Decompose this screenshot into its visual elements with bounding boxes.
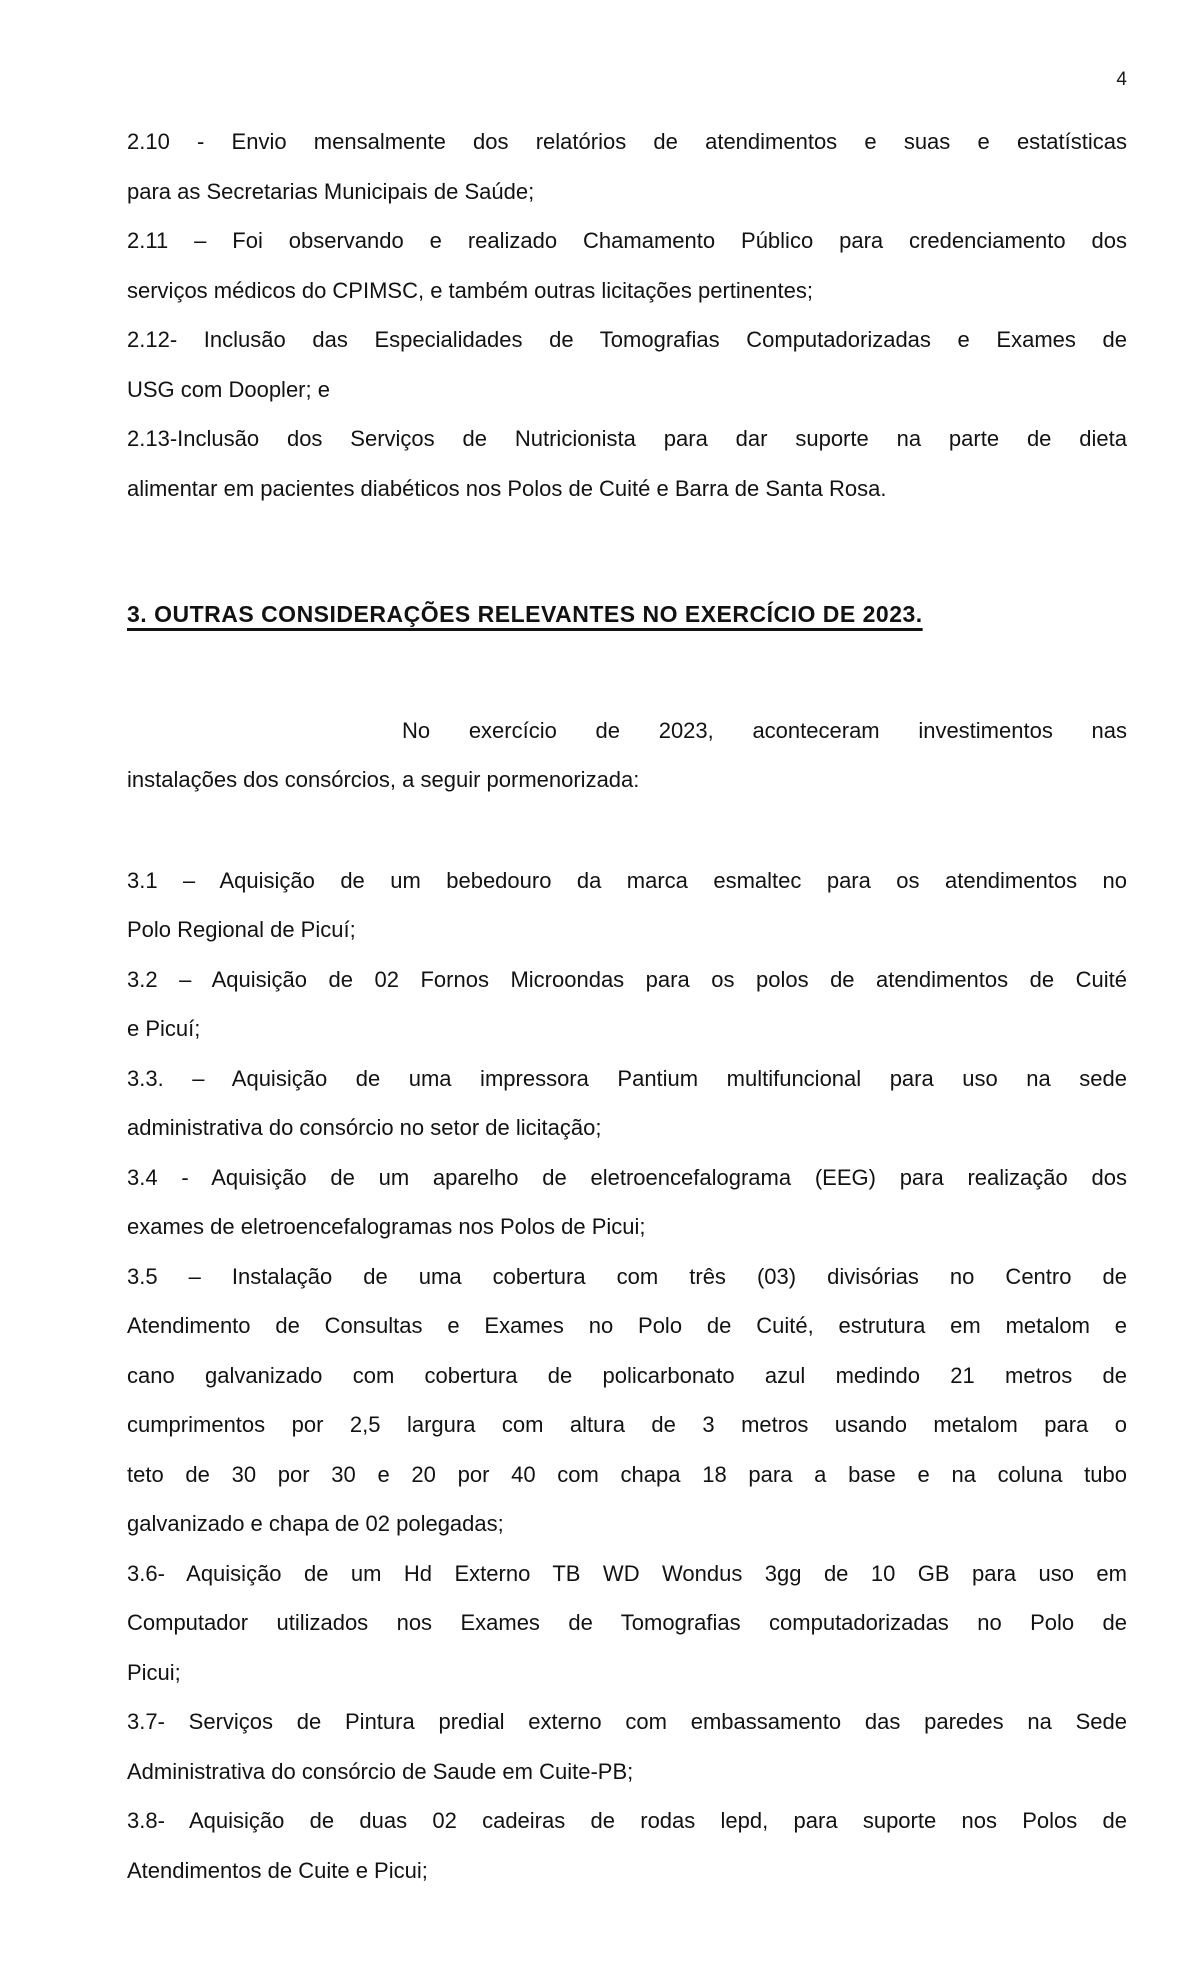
text-line: 3.7- Serviços de Pintura predial externo com embassamento das paredes na Sede [127, 1709, 1127, 1734]
section-heading-text: 3. OUTRAS CONSIDERAÇÕES RELEVANTES NO EXERCÍCIO DE 2023. [127, 601, 923, 627]
item-3-3 [127, 1054, 1127, 1153]
text-line: Atendimentos de Cuite e Picui; [127, 1857, 428, 1883]
text-line: instalações dos consórcios, a seguir pormenorizada: [127, 767, 640, 792]
item-2-12 [127, 315, 1127, 414]
text-line: e Picuí; [127, 1016, 201, 1041]
text-line: No exercício de 2023, aconteceram investimentos nas [402, 717, 1127, 743]
text-line: galvanizado e chapa de 02 polegadas; [127, 1511, 504, 1536]
document-body [127, 117, 1127, 1895]
text-line: Polo Regional de Picuí; [127, 917, 356, 942]
text-line: 3.1 – Aquisição de um bebedouro da marca esmaltec para os atendimentos no [127, 867, 1127, 893]
item-2-11 [127, 216, 1127, 315]
text-line: administrativa do consórcio no setor de licitação; [127, 1115, 602, 1140]
item-2-10 [127, 117, 1127, 216]
text-line: cumprimentos por 2,5 largura com altura de 3 metros usando metalom para o [127, 1412, 1127, 1437]
text-line: 2.10 - Envio mensalmente dos relatórios de atendimentos e suas e estatísticas [127, 129, 1127, 154]
section-3-intro [127, 706, 1127, 805]
text-line: Atendimento de Consultas e Exames no Polo de Cuité, estrutura em metalom e [127, 1313, 1127, 1338]
text-line: Administrativa do consórcio de Saude em Cuite-PB; [127, 1758, 634, 1784]
vertical-gap [127, 640, 1127, 706]
text-line: para as Secretarias Municipais de Saúde; [127, 178, 535, 204]
text-line: Computador utilizados nos Exames de Tomografias computadorizadas no Polo de [127, 1610, 1127, 1635]
text-line: 2.12- Inclusão das Especialidades de Tomografias Computadorizadas e Exames de [127, 327, 1127, 352]
text-line: 2.11 – Foi observando e realizado Chamamento Público para credenciamento dos [127, 228, 1127, 253]
vertical-gap [127, 513, 1127, 590]
item-2-13 [127, 414, 1127, 513]
item-3-8 [127, 1796, 1127, 1895]
text-line: USG com Doopler; e [127, 376, 330, 402]
text-line: teto de 30 por 30 e 20 por 40 com chapa 18 para a base e na coluna tubo [127, 1461, 1127, 1487]
item-3-7 [127, 1697, 1127, 1796]
item-3-4 [127, 1153, 1127, 1252]
text-line: 3.2 – Aquisição de 02 Fornos Microondas para os polos de atendimentos de Cuité [127, 966, 1127, 992]
item-3-2 [127, 955, 1127, 1054]
item-3-1 [127, 856, 1127, 955]
text-line: 2.13-Inclusão dos Serviços de Nutricionista para dar suporte na parte de dieta [127, 426, 1127, 451]
text-line: 3.3. – Aquisição de uma impressora Pantium multifuncional para uso na sede [127, 1065, 1127, 1091]
vertical-gap [127, 805, 1127, 856]
item-3-6 [127, 1549, 1127, 1698]
text-line: alimentar em pacientes diabéticos nos Polos de Cuité e Barra de Santa Rosa. [127, 475, 887, 501]
text-line: 3.8- Aquisição de duas 02 cadeiras de rodas lepd, para suporte nos Polos de [127, 1808, 1127, 1833]
text-line: exames de eletroencefalogramas nos Polos de Picui; [127, 1214, 646, 1239]
text-line: 3.5 – Instalação de uma cobertura com três (03) divisórias no Centro de [127, 1263, 1127, 1289]
text-line: 3.4 - Aquisição de um aparelho de eletroencefalograma (EEG) para realização dos [127, 1164, 1127, 1190]
page-number: 4 [1116, 69, 1127, 90]
item-3-5 [127, 1252, 1127, 1549]
text-line: 3.6- Aquisição de um Hd Externo TB WD Wondus 3gg de 10 GB para uso em [127, 1560, 1127, 1586]
section-3-heading [127, 590, 1127, 640]
text-line: Picui; [127, 1659, 181, 1685]
text-line: cano galvanizado com cobertura de policarbonato azul medindo 21 metros de [127, 1362, 1127, 1388]
text-line: serviços médicos do CPIMSC, e também outras licitações pertinentes; [127, 277, 813, 303]
